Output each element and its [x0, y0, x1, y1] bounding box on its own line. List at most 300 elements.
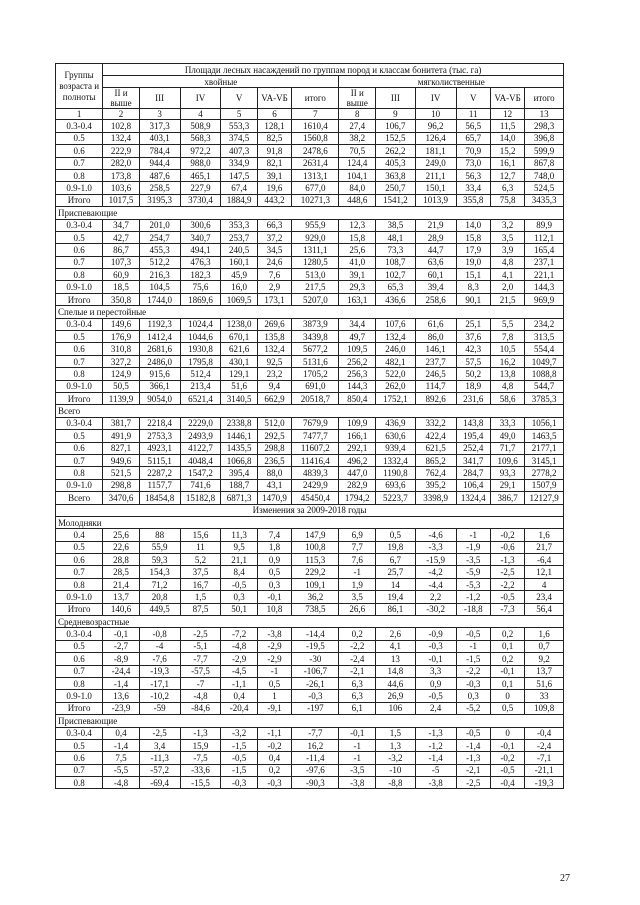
value-cell: 544,7 — [525, 380, 564, 392]
value-cell: 327,2 — [103, 355, 140, 367]
value-cell: 56,4 — [525, 603, 564, 615]
table-row — [56, 752, 564, 764]
value-cell: 396,8 — [525, 132, 564, 144]
value-cell: 1446,1 — [221, 430, 258, 442]
value-cell: -7,3 — [490, 603, 524, 615]
value-cell: -0,1 — [490, 665, 524, 677]
value-cell: 149,6 — [103, 318, 140, 330]
value-cell: -7,7 — [180, 653, 221, 665]
table-row — [56, 640, 564, 652]
value-cell: -19,5 — [292, 640, 339, 652]
value-cell: 7,7 — [339, 541, 376, 553]
value-cell: 173,8 — [103, 169, 140, 181]
table-row — [56, 492, 564, 504]
value-cell: -90,3 — [292, 777, 339, 789]
table-row — [56, 293, 564, 305]
value-cell: 2218,4 — [139, 417, 180, 429]
value-cell: 27,4 — [339, 120, 376, 132]
value-cell: 599,9 — [525, 145, 564, 157]
row-label-cell: 0.5 — [56, 231, 103, 243]
value-cell: 44,6 — [376, 677, 416, 689]
table-row — [56, 145, 564, 157]
value-cell: 25,6 — [103, 529, 140, 541]
value-cell: 146,1 — [415, 343, 456, 355]
row-label-cell: 0.9-1.0 — [56, 591, 103, 603]
value-cell: -10 — [376, 764, 416, 776]
value-cell: 269,6 — [257, 318, 291, 330]
row-label-cell: 0.7 — [56, 256, 103, 268]
value-cell: -5,3 — [456, 578, 490, 590]
table-row — [56, 281, 564, 293]
value-cell: 2478,6 — [292, 145, 339, 157]
value-cell: 13,8 — [490, 368, 524, 380]
table-row — [56, 318, 564, 330]
value-cell: 1795,8 — [180, 355, 221, 367]
value-cell: 915,6 — [139, 368, 180, 380]
value-cell: 1157,7 — [139, 479, 180, 491]
value-cell: 1,6 — [525, 529, 564, 541]
row-label-cell: Итого — [56, 392, 103, 404]
table-row — [56, 219, 564, 231]
value-cell: 45,9 — [221, 269, 258, 281]
value-cell: -18,8 — [456, 603, 490, 615]
value-cell: 12,1 — [525, 566, 564, 578]
value-cell: 102,8 — [103, 120, 140, 132]
value-cell: -1,4 — [103, 677, 140, 689]
value-cell: 106,4 — [456, 479, 490, 491]
conifer-group-header: хвойные — [103, 76, 339, 88]
value-cell: 867,8 — [525, 157, 564, 169]
value-cell: 2778,2 — [525, 467, 564, 479]
value-cell: 237,1 — [525, 256, 564, 268]
value-cell: -2,5 — [139, 727, 180, 739]
header-corner-cell: Группы возраста и полноты — [56, 64, 103, 109]
value-cell: 38,5 — [376, 219, 416, 231]
value-cell: 176,9 — [103, 331, 140, 343]
value-cell: -1,3 — [180, 727, 221, 739]
value-cell: 1412,4 — [139, 331, 180, 343]
value-cell: 738,5 — [292, 603, 339, 615]
value-cell: 487,6 — [139, 169, 180, 181]
value-cell: 436,9 — [376, 417, 416, 429]
value-cell: 691,0 — [292, 380, 339, 392]
value-cell: 1930,8 — [180, 343, 221, 355]
table-row — [56, 442, 564, 454]
value-cell: 341,7 — [456, 454, 490, 466]
table-row — [56, 702, 564, 714]
value-cell: 216,3 — [139, 269, 180, 281]
table-row — [56, 739, 564, 751]
row-label-cell: 0.7 — [56, 665, 103, 677]
value-cell: 1139,9 — [103, 392, 140, 404]
value-cell: 55,9 — [139, 541, 180, 553]
value-cell: 124,9 — [103, 368, 140, 380]
value-cell: 25,1 — [456, 318, 490, 330]
value-cell: 165,4 — [525, 244, 564, 256]
value-cell: 2493,9 — [180, 430, 221, 442]
value-cell: -0,4 — [490, 777, 524, 789]
value-cell: 102,7 — [376, 269, 416, 281]
value-cell: 1705,2 — [292, 368, 339, 380]
value-cell: -2,1 — [339, 665, 376, 677]
row-label-cell: Итого — [56, 702, 103, 714]
value-cell: -1 — [257, 665, 291, 677]
table-row — [56, 479, 564, 491]
value-cell: 6521,4 — [180, 392, 221, 404]
value-cell: 252,4 — [456, 442, 490, 454]
section-header-row — [56, 616, 564, 628]
value-cell: 6,1 — [339, 702, 376, 714]
value-cell: 10,5 — [490, 343, 524, 355]
value-cell: -15,9 — [415, 554, 456, 566]
value-cell: 109,6 — [490, 454, 524, 466]
value-cell: 0,5 — [490, 702, 524, 714]
value-cell: 3,4 — [139, 739, 180, 751]
value-cell: -1,2 — [415, 739, 456, 751]
value-cell: 568,3 — [180, 132, 221, 144]
value-cell: 45450,4 — [292, 492, 339, 504]
value-cell: 381,7 — [103, 417, 140, 429]
section-header-row — [56, 306, 564, 318]
value-cell: 310,8 — [103, 343, 140, 355]
section-title: Молодняки — [56, 516, 564, 528]
value-cell: 395,2 — [415, 479, 456, 491]
value-cell: 19,0 — [456, 256, 490, 268]
value-cell: -1,5 — [221, 739, 258, 751]
value-cell: 26,9 — [376, 690, 416, 702]
table-row — [56, 690, 564, 702]
value-cell: 2486,0 — [139, 355, 180, 367]
value-cell: 16,0 — [221, 281, 258, 293]
value-cell: 3398,9 — [415, 492, 456, 504]
value-cell: 109,8 — [525, 702, 564, 714]
value-cell: 250,7 — [376, 182, 416, 194]
value-cell: 41,0 — [339, 256, 376, 268]
value-cell: 13,7 — [525, 665, 564, 677]
value-cell: 20,8 — [139, 591, 180, 603]
value-cell: 670,1 — [221, 331, 258, 343]
value-cell: 0 — [490, 727, 524, 739]
value-cell: -0,5 — [456, 628, 490, 640]
value-cell: 222,9 — [103, 145, 140, 157]
value-cell: 0,3 — [221, 591, 258, 603]
row-label-cell: 0.7 — [56, 355, 103, 367]
value-cell: -4,6 — [415, 529, 456, 541]
value-cell: 12,3 — [339, 219, 376, 231]
value-cell: -19,3 — [139, 665, 180, 677]
value-cell: 126,4 — [415, 132, 456, 144]
row-label-cell: 0.5 — [56, 640, 103, 652]
value-cell: 3439,8 — [292, 331, 339, 343]
value-cell: 91,8 — [257, 145, 291, 157]
value-cell: -17,1 — [139, 677, 180, 689]
table-row — [56, 157, 564, 169]
value-cell: 84,0 — [339, 182, 376, 194]
column-header: VA-VБ — [490, 88, 524, 109]
value-cell: 677,0 — [292, 182, 339, 194]
value-cell: 1869,6 — [180, 293, 221, 305]
value-cell: 10,8 — [257, 603, 291, 615]
value-cell: 236,5 — [257, 454, 291, 466]
value-cell: 73,0 — [456, 157, 490, 169]
value-cell: 51,6 — [221, 380, 258, 392]
value-cell: 143,8 — [456, 417, 490, 429]
value-cell: 1541,2 — [376, 194, 416, 206]
value-cell: 7,8 — [490, 331, 524, 343]
value-cell: 246,0 — [376, 343, 416, 355]
value-cell: -0,1 — [490, 739, 524, 751]
table-row — [56, 677, 564, 689]
row-label-cell: 0.5 — [56, 331, 103, 343]
value-cell: 436,6 — [376, 293, 416, 305]
value-cell: 28,9 — [415, 231, 456, 243]
value-cell: -0,6 — [490, 541, 524, 553]
value-cell: 229,2 — [292, 566, 339, 578]
value-cell: 14,0 — [490, 132, 524, 144]
value-cell: 340,7 — [180, 231, 221, 243]
table-row — [56, 430, 564, 442]
value-cell: 512,2 — [139, 256, 180, 268]
row-label-cell: 0.8 — [56, 677, 103, 689]
row-label-cell: 0.9-1.0 — [56, 182, 103, 194]
value-cell: 42,7 — [103, 231, 140, 243]
column-header: III — [376, 88, 416, 109]
value-cell: 2,0 — [490, 281, 524, 293]
value-cell: 0,2 — [257, 764, 291, 776]
value-cell: 3785,3 — [525, 392, 564, 404]
value-cell: -6,4 — [525, 554, 564, 566]
value-cell: 422,4 — [415, 430, 456, 442]
value-cell: 15182,8 — [180, 492, 221, 504]
value-cell: 2177,1 — [525, 442, 564, 454]
row-label-cell: 0.8 — [56, 169, 103, 181]
value-cell: -2,2 — [490, 578, 524, 590]
value-cell: 2,6 — [376, 628, 416, 640]
value-cell: 508,9 — [180, 120, 221, 132]
value-cell: 115,3 — [292, 554, 339, 566]
value-cell: 0,5 — [257, 566, 291, 578]
value-cell: 182,3 — [180, 269, 221, 281]
value-cell: 43,1 — [257, 479, 291, 491]
value-cell: -3,5 — [456, 554, 490, 566]
row-label-cell: 0.6 — [56, 343, 103, 355]
value-cell: 3730,4 — [180, 194, 221, 206]
value-cell: 49,0 — [490, 430, 524, 442]
value-cell: 1190,8 — [376, 467, 416, 479]
value-cell: 89,9 — [525, 219, 564, 231]
value-cell: 29,3 — [339, 281, 376, 293]
value-cell: 63,6 — [415, 256, 456, 268]
value-cell: 249,0 — [415, 157, 456, 169]
value-cell: 3873,9 — [292, 318, 339, 330]
value-cell: -0,3 — [456, 677, 490, 689]
row-label-cell: 0.7 — [56, 764, 103, 776]
value-cell: 18,5 — [103, 281, 140, 293]
value-cell: -1,4 — [103, 739, 140, 751]
value-cell: 150,1 — [415, 182, 456, 194]
column-number: 6 — [257, 109, 291, 120]
value-cell: 5,5 — [490, 318, 524, 330]
value-cell: -0,1 — [103, 628, 140, 640]
column-number-row — [56, 109, 564, 120]
value-cell: 23,2 — [257, 368, 291, 380]
value-cell: 18,9 — [456, 380, 490, 392]
row-label-cell: 0.3-0.4 — [56, 219, 103, 231]
row-label-cell: 0.6 — [56, 244, 103, 256]
value-cell: -11,3 — [139, 752, 180, 764]
value-cell: 4,8 — [490, 380, 524, 392]
column-number: 12 — [490, 109, 524, 120]
value-cell: -0,1 — [339, 727, 376, 739]
value-cell: 253,7 — [221, 231, 258, 243]
value-cell: -2,9 — [221, 653, 258, 665]
value-cell: -1,3 — [490, 554, 524, 566]
value-cell: 512,4 — [180, 368, 221, 380]
section-title: Средневозрастные — [56, 616, 564, 628]
value-cell: 109,1 — [292, 578, 339, 590]
value-cell: 100,8 — [292, 541, 339, 553]
value-cell: 1024,4 — [180, 318, 221, 330]
value-cell: 1044,6 — [180, 331, 221, 343]
value-cell: 332,2 — [415, 417, 456, 429]
row-label-cell: 0.3-0.4 — [56, 628, 103, 640]
value-cell: 513,0 — [292, 269, 339, 281]
value-cell: 282,0 — [103, 157, 140, 169]
value-cell: 4839,3 — [292, 467, 339, 479]
value-cell: -1 — [456, 640, 490, 652]
value-cell: -0,5 — [490, 591, 524, 603]
value-cell: 28,5 — [103, 566, 140, 578]
value-cell: 3145,1 — [525, 454, 564, 466]
value-cell: 0,4 — [103, 727, 140, 739]
value-cell: 1 — [257, 690, 291, 702]
row-label-cell: 0.4 — [56, 529, 103, 541]
value-cell: 1744,0 — [139, 293, 180, 305]
value-cell: 939,4 — [376, 442, 416, 454]
value-cell: -3,2 — [376, 752, 416, 764]
value-cell: 71,7 — [490, 442, 524, 454]
value-cell: 221,1 — [525, 269, 564, 281]
section-header-row — [56, 715, 564, 727]
value-cell: 17,9 — [456, 244, 490, 256]
value-cell: 240,5 — [221, 244, 258, 256]
column-number: 11 — [456, 109, 490, 120]
value-cell: -30,2 — [415, 603, 456, 615]
value-cell: 144,3 — [339, 380, 376, 392]
value-cell: -0,3 — [415, 640, 456, 652]
column-header: V — [221, 88, 258, 109]
value-cell: 2,2 — [415, 591, 456, 603]
value-cell: 1069,5 — [221, 293, 258, 305]
value-cell: -2,5 — [180, 628, 221, 640]
column-header: II и выше — [339, 88, 376, 109]
value-cell: 512,0 — [257, 417, 291, 429]
column-header: итого — [292, 88, 339, 109]
value-cell: 0,2 — [339, 628, 376, 640]
value-cell: -2,5 — [456, 777, 490, 789]
value-cell: 12127,9 — [525, 492, 564, 504]
value-cell: -2,2 — [339, 640, 376, 652]
value-cell: -1,9 — [456, 541, 490, 553]
value-cell: 26,6 — [339, 603, 376, 615]
value-cell: -0,5 — [415, 690, 456, 702]
value-cell: -1,2 — [456, 591, 490, 603]
row-label-cell: Итого — [56, 603, 103, 615]
value-cell: 9,5 — [221, 541, 258, 553]
value-cell: -2,7 — [103, 640, 140, 652]
value-cell: -5,9 — [456, 566, 490, 578]
value-cell: 0,1 — [490, 640, 524, 652]
value-cell: 9,4 — [257, 380, 291, 392]
value-cell: 75,8 — [490, 194, 524, 206]
value-cell: 34,7 — [103, 219, 140, 231]
value-cell: 90,1 — [456, 293, 490, 305]
row-label-cell: 0.6 — [56, 752, 103, 764]
value-cell: 449,5 — [139, 603, 180, 615]
value-cell: 21,4 — [103, 578, 140, 590]
value-cell: 21,5 — [490, 293, 524, 305]
value-cell: 972,2 — [180, 145, 221, 157]
table-row — [56, 764, 564, 776]
value-cell: 0,3 — [257, 578, 291, 590]
value-cell: 227,9 — [180, 182, 221, 194]
value-cell: 5207,0 — [292, 293, 339, 305]
section-title: Приспевающие — [56, 207, 564, 219]
value-cell: 955,9 — [292, 219, 339, 231]
table-row — [56, 578, 564, 590]
section-header-row — [56, 207, 564, 219]
value-cell: -0,9 — [415, 628, 456, 640]
value-cell: 353,3 — [221, 219, 258, 231]
value-cell: 1752,1 — [376, 392, 416, 404]
value-cell: 1332,4 — [376, 454, 416, 466]
value-cell: 10271,3 — [292, 194, 339, 206]
value-cell: 51,6 — [525, 677, 564, 689]
value-cell: -0,3 — [292, 690, 339, 702]
value-cell: -7,2 — [221, 628, 258, 640]
value-cell: 37,2 — [257, 231, 291, 243]
value-cell: 16,7 — [180, 578, 221, 590]
value-cell: 13,6 — [103, 690, 140, 702]
value-cell: -1,4 — [415, 752, 456, 764]
value-cell: 553,3 — [221, 120, 258, 132]
value-cell: 496,2 — [339, 454, 376, 466]
value-cell: 1017,5 — [103, 194, 140, 206]
value-cell: 9054,0 — [139, 392, 180, 404]
column-header: IV — [415, 88, 456, 109]
value-cell: 1049,7 — [525, 355, 564, 367]
value-cell: 443,2 — [257, 194, 291, 206]
table-row — [56, 355, 564, 367]
value-cell: 107,3 — [103, 256, 140, 268]
value-cell: 12,7 — [490, 169, 524, 181]
value-cell: 25,6 — [339, 244, 376, 256]
value-cell: -1 — [339, 566, 376, 578]
row-label-cell: 0.6 — [56, 442, 103, 454]
row-label-cell: 0.8 — [56, 368, 103, 380]
value-cell: 455,3 — [139, 244, 180, 256]
value-cell: 1311,1 — [292, 244, 339, 256]
value-cell: 1470,9 — [257, 492, 291, 504]
value-cell: 298,8 — [103, 479, 140, 491]
broadleaf-group-header: мягколиственные — [339, 76, 564, 88]
value-cell: 60,9 — [103, 269, 140, 281]
value-cell: -2,2 — [456, 665, 490, 677]
row-label-cell: 0.7 — [56, 566, 103, 578]
row-label-cell: 0.6 — [56, 145, 103, 157]
value-cell: 18454,8 — [139, 492, 180, 504]
value-cell: 57,5 — [456, 355, 490, 367]
